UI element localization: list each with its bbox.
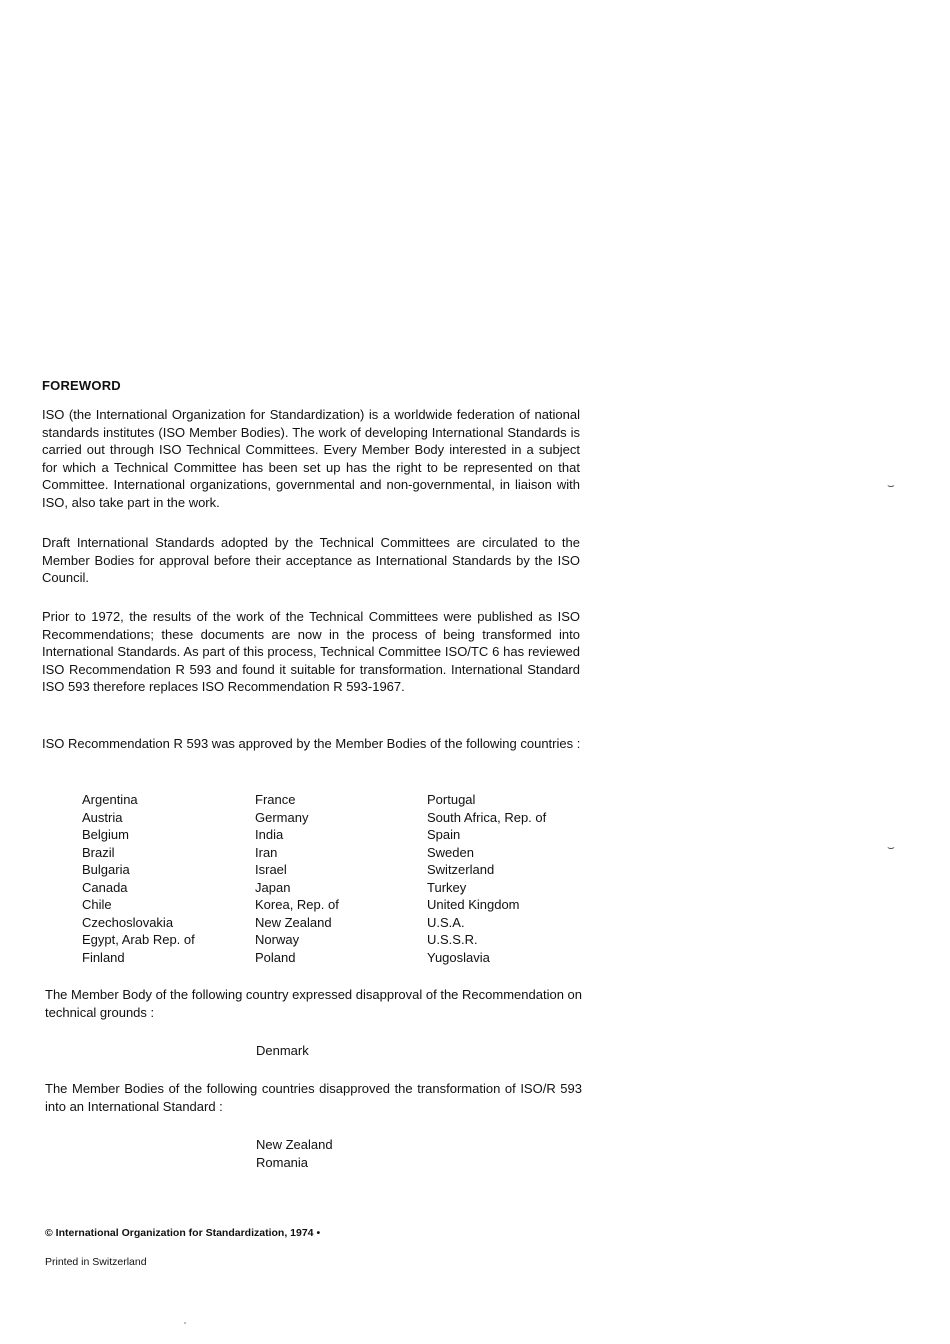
country-item: India — [255, 827, 284, 842]
country-item: Argentina — [82, 792, 138, 807]
paragraph-approval-intro: ISO Recommendation R 593 was approved by the Member Bodies of the following countries : — [42, 736, 581, 751]
country-item: South Africa, Rep. of — [427, 809, 547, 825]
country-item: Germany — [255, 809, 309, 825]
country-item: Turkey — [427, 879, 467, 895]
country-item: Switzerland — [427, 862, 495, 877]
country-item: New Zealand — [255, 914, 332, 930]
paragraph-draft-standards: Draft International Standards adopted by the Technical Committees are circulated to the Member Bodies for approval before their acceptance as International Standards by the ISO Council. — [42, 535, 580, 586]
country-item: Iran — [255, 844, 278, 860]
scan-speck — [184, 1322, 186, 1324]
country-item: Korea, Rep. of — [255, 897, 339, 912]
country-item: Yugoslavia — [427, 949, 490, 965]
copyright-notice: © International Organization for Standardization, 1974 • — [45, 1227, 321, 1239]
country-item: Sweden — [427, 844, 474, 860]
country-item: Israel — [255, 862, 287, 877]
country-item: Canada — [82, 879, 128, 895]
country-item: France — [255, 792, 296, 807]
country-item: Bulgaria — [82, 862, 130, 877]
country-item: U.S.S.R. — [427, 932, 478, 947]
paragraph-disapproval-recommendation: The Member Body of the following country expressed disapproval of the Recommendation on technical grounds : — [45, 987, 582, 1020]
country-item: Poland — [255, 949, 296, 965]
country-item: Egypt, Arab Rep. of — [82, 932, 195, 947]
scan-mark-icon: ⌣ — [887, 840, 895, 854]
country-item: Norway — [255, 932, 300, 947]
country-list-column-1 — [82, 791, 195, 966]
country-item: New Zealand — [256, 1137, 333, 1152]
paragraph-disapproval-transformation: The Member Bodies of the following countries disapproved the transformation of ISO/R 593 into an International Standard : — [45, 1081, 582, 1114]
country-item: Chile — [82, 897, 112, 912]
country-item: Denmark — [256, 1043, 309, 1058]
country-list-column-3 — [427, 791, 546, 966]
foreword-heading: FOREWORD — [42, 378, 121, 393]
printed-in-notice: Printed in Switzerland — [45, 1256, 147, 1268]
disapproving-transformation-list — [256, 1136, 333, 1171]
country-list-column-2 — [255, 791, 339, 966]
country-item: United Kingdom — [427, 897, 520, 912]
paragraph-iso-intro: ISO (the International Organization for Standardization) is a worldwide federation of national standards institutes (ISO Member Bodies). The work of developing International Standards is carried out through ISO Technical Committees. Every Member Body interested in a subject for which a Technical Committee has been set up has the right to be represented on that Committee. International organizations, governmental and non-governmental, in liaison with ISO, also take part in the work. — [42, 407, 580, 510]
country-item: Belgium — [82, 827, 129, 842]
country-item: Romania — [256, 1154, 309, 1170]
country-item: Portugal — [427, 792, 476, 807]
country-item: Spain — [427, 827, 461, 842]
country-item: Japan — [255, 879, 291, 895]
country-item: Czechoslovakia — [82, 914, 174, 930]
paragraph-prior-1972: Prior to 1972, the results of the work of the Technical Committees were published as ISO Recommendations; these documents are now in the process of being transformed into International Standards. As part of this process, Technical Committee ISO/TC 6 has reviewed ISO Recommendation R 593 and found it suitable for transformation. International Standard ISO 593 therefore replaces ISO Recommendation R 593-1967. — [42, 609, 580, 695]
country-item: Austria — [82, 809, 123, 825]
scan-mark-icon: ⌣ — [887, 478, 895, 492]
disapproving-recommendation-list — [256, 1042, 309, 1060]
country-item: U.S.A. — [427, 914, 465, 930]
country-item: Finland — [82, 949, 125, 965]
country-item: Brazil — [82, 844, 115, 860]
